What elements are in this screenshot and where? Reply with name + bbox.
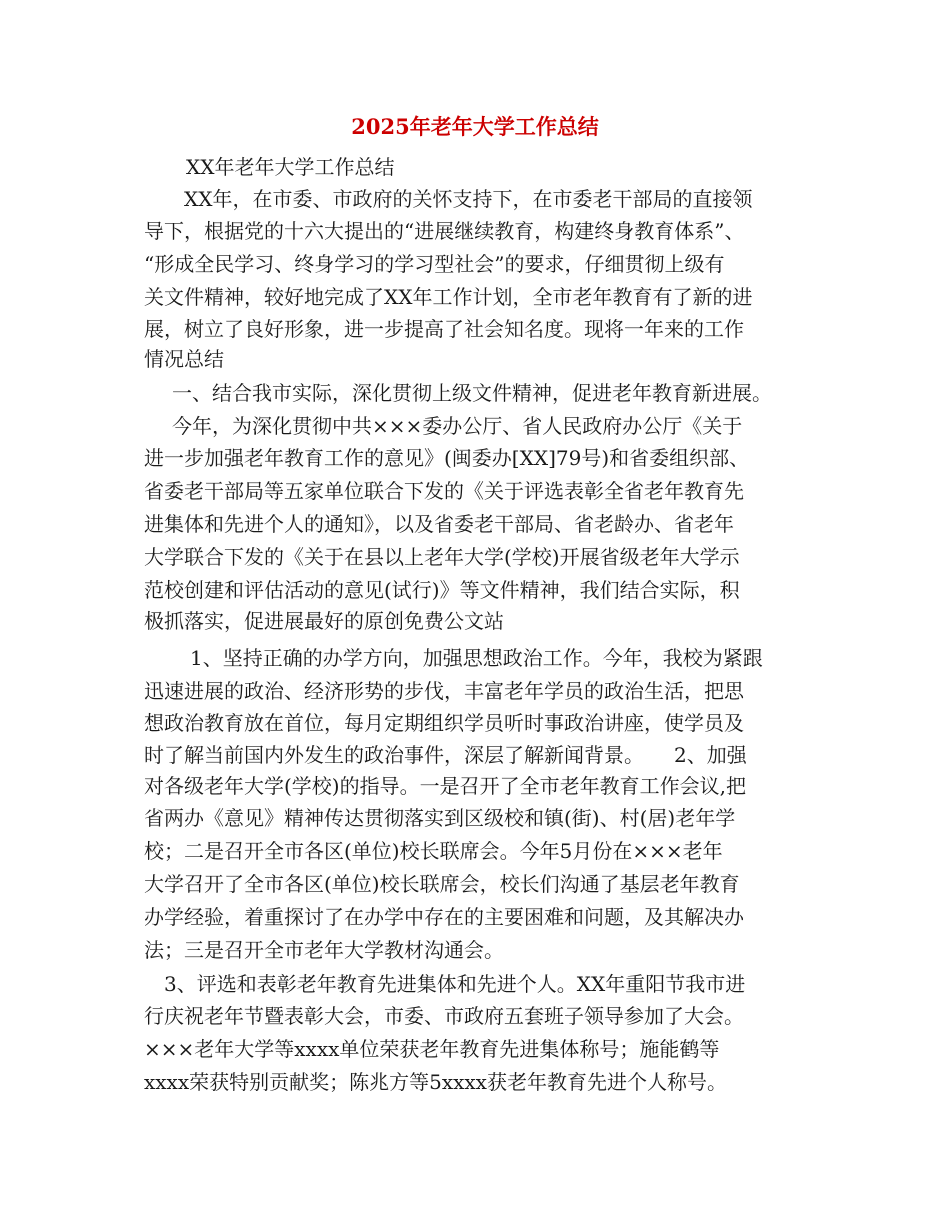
paragraph-line: 大学联合下发的《关于在县以上老年大学(学校)开展省级老年大学示	[144, 545, 740, 569]
paragraph-line: 展，树立了良好形象，进一步提高了社会知名度。现将一年来的工作	[144, 317, 744, 341]
paragraph-line: XX年，在市委、市政府的关怀支持下，在市委老干部局的直接领	[184, 187, 753, 211]
paragraph-line: 进集体和先进个人的通知》，以及省委老干部局、省老龄办、省老年	[144, 512, 734, 536]
paragraph-line: 行庆祝老年节暨表彰大会，市委、市政府五套班子领导参加了大会。	[144, 1004, 744, 1028]
paragraph-line: 时了解当前国内外发生的政治事件，深层了解新闻背景。 2、加强	[144, 743, 747, 767]
paragraph-line: ×××老年大学等xxxx单位荣获老年教育先进集体称号；施能鹤等	[144, 1037, 720, 1061]
paragraph-line: 办学经验，着重探讨了在办学中存在的主要困难和问题，及其解决办	[144, 905, 744, 929]
paragraph-line: 校；二是召开全市各区(单位)校长联席会。今年5月份在×××老年	[144, 839, 723, 863]
paragraph-line: 1、坚持正确的办学方向，加强思想政治工作。今年，我校为紧跟	[190, 646, 763, 670]
paragraph-line: “形成全民学习、终身学习的学习型社会”的要求，仔细贯彻上级有	[144, 252, 725, 276]
paragraph-line: 情况总结	[144, 347, 224, 371]
paragraph-line: 大学召开了全市各区(单位)校长联席会，校长们沟通了基层老年教育	[144, 872, 740, 896]
paragraph-line: 今年，为深化贯彻中共×××委办公厅、省人民政府办公厅《关于	[172, 414, 743, 438]
paragraph-line: 对各级老年大学(学校)的指导。一是召开了全市老年教育工作会议,把	[144, 774, 746, 798]
paragraph-line: 想政治教育放在首位，每月定期组织学员听时事政治讲座，使学员及	[144, 711, 744, 735]
paragraph-line: 迅速进展的政治、经济形势的步伐，丰富老年学员的政治生活，把思	[144, 679, 744, 703]
document-title: 2025年老年大学工作总结	[351, 114, 599, 139]
paragraph-line: 进一步加强老年教育工作的意见》(闽委办[XX]79号)和省委组织部、	[144, 446, 750, 470]
paragraph-line: 3、评选和表彰老年教育先进集体和先进个人。XX年重阳节我市进	[164, 972, 746, 996]
paragraph-line: 导下，根据党的十六大提出的“进展继续教育，构建终身教育体系”、	[144, 219, 745, 243]
section-heading: 一、结合我市实际，深化贯彻上级文件精神，促进老年教育新进展。	[172, 381, 772, 405]
paragraph-line: 范校创建和评估活动的意见(试行)》等文件精神，我们结合实际，积	[144, 578, 740, 602]
paragraph-line: 省两办《意见》精神传达贯彻落实到区级校和镇(街)、村(居)老年学	[144, 806, 736, 830]
paragraph-line: 法；三是召开全市老年大学教材沟通会。	[144, 938, 504, 962]
subheading: XX年老年大学工作总结	[186, 155, 395, 179]
paragraph-line: 极抓落实，促进展最好的原创免费公文站	[144, 609, 504, 633]
paragraph-line: xxxx荣获特别贡献奖；陈兆方等5xxxx获老年教育先进个人称号。	[144, 1070, 727, 1094]
paragraph-line: 关文件精神，较好地完成了XX年工作计划，全市老年教育有了新的进	[144, 285, 753, 309]
paragraph-line: 省委老干部局等五家单位联合下发的《关于评选表彰全省老年教育先	[144, 479, 744, 503]
